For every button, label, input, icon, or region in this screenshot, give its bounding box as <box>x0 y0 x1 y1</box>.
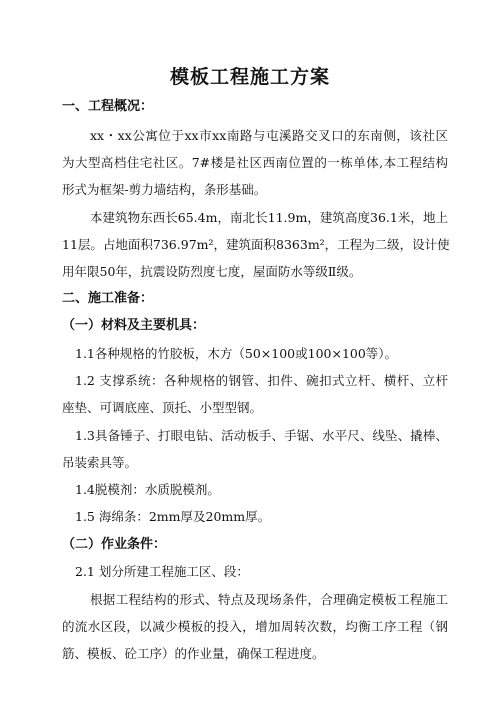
subsection-heading: （二）作业条件： <box>62 537 167 552</box>
paragraph-line: 为大型高档住宅社区。7#楼是社区西南位置的一栋单体,本工程结构 <box>62 155 448 170</box>
list-item: 1.4脱模剂：水质脱模剂。 <box>75 482 220 497</box>
paragraph-line: 根据工程结构的形式、特点及现场条件，合理确定模板工程施工 <box>90 592 448 607</box>
list-item: 1.2 支撑系统：各种规格的钢管、扣件、碗扣式立杆、横杆、立杆 <box>75 373 448 388</box>
paragraph-line: 11层。占地面积736.97m²，建筑面积8363m²，工程为二级，设计使 <box>62 237 450 252</box>
document-title: 模板工程施工方案 <box>169 66 330 88</box>
list-item-continuation: 座垫、可调底座、顶托、小型型钢。 <box>62 400 263 415</box>
section-heading-1: 一、工程概况： <box>62 99 154 114</box>
paragraph-line: 的流水区段，以减少模板的投入，增加周转次数，均衡工序工程（钢 <box>62 619 448 634</box>
list-item: 1.3具备锤子、打眼电钻、活动板手、手锯、水平尺、线坠、撬棒、 <box>75 428 448 443</box>
paragraph-line: 形式为框架-剪力墙结构，条形基础。 <box>62 182 267 197</box>
list-item-continuation: 吊装索具等。 <box>62 455 138 470</box>
subsection-heading: （一）材料及主要机具： <box>62 318 206 333</box>
section-heading-2: 二、施工准备： <box>62 291 154 306</box>
paragraph-line: 本建筑物东西长65.4m，南北长11.9m，建筑高度36.1米，地上 <box>90 210 448 225</box>
list-item: 1.5 海绵条：2mm厚及20mm厚。 <box>75 509 271 524</box>
list-item: 2.1 划分所建工程施工区、段： <box>75 564 249 579</box>
list-item: 1.1各种规格的竹胶板，木方（50×100或100×100等）。 <box>75 346 398 361</box>
paragraph-line: 筋、模板、砼工序）的作业量，确保工程进度。 <box>62 646 325 661</box>
paragraph-line: 用年限50年，抗震设防烈度七度，屋面防水等级Ⅱ级。 <box>62 264 362 279</box>
paragraph-line: xx・xx公寓位于xx市xx南路与屯溪路交叉口的东南侧，该社区 <box>90 128 448 143</box>
